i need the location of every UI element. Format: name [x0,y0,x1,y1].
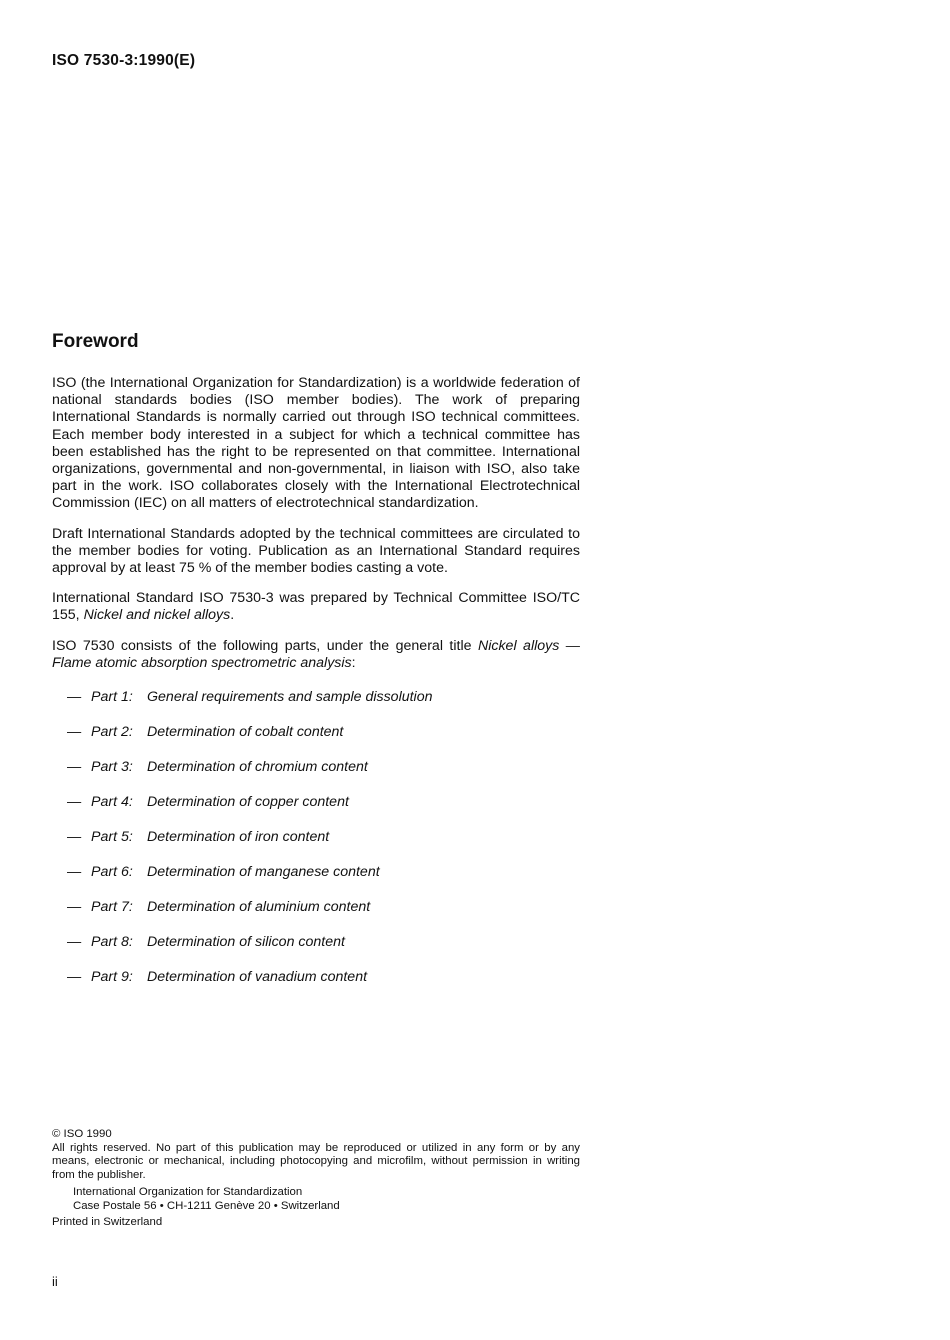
foreword-paragraph-iso: ISO (the International Organization for Standardization) is a worldwide federation of national standards bodies (ISO member bodies). The work of preparing International Standards is normally carried out through ISO technical committees. Each member body interested in a subject for which a technical committee has been established has the right to be represented on that committee. International organizations, governmental and non-governmental, in liaison with ISO, also take part in the work. ISO collaborates closely with the International Electrotechnical Commission (IEC) on all matters of electrotechnical standardization. [52,375,580,512]
list-item [52,899,580,934]
list-item [52,794,580,829]
dash-bullet: — [67,829,82,846]
part-title: Determination of silicon content [147,934,345,951]
part-title: Determination of copper content [147,794,349,811]
prepared-committee: Nickel and nickel alloys [83,607,231,624]
part-title: Determination of iron content [147,829,330,846]
foreword-paragraph-prepared [52,590,580,624]
part-number: Part 9: [91,969,133,986]
part-number: Part 4: [91,794,133,811]
part-title: Determination of aluminium content [147,899,371,916]
parts-list [52,689,580,1004]
dash-bullet: — [67,724,82,741]
part-title: Determination of chromium content [147,759,368,776]
part-number: Part 8: [91,934,133,951]
part-number: Part 1: [91,689,133,706]
list-item [52,689,580,724]
part-number: Part 3: [91,759,133,776]
dash-bullet: — [67,689,82,706]
publisher-address [52,1186,580,1213]
list-item [52,724,580,759]
list-item [52,864,580,899]
dash-bullet: — [67,969,82,986]
foreword-paragraph-parts-intro [52,638,580,672]
page-number: ii [52,1274,58,1289]
part-title: General requirements and sample dissolution [147,689,433,706]
part-number: Part 2: [91,724,133,741]
list-item [52,829,580,864]
list-item [52,969,580,1004]
publisher-org: International Organization for Standardization [73,1186,303,1198]
printed-in: Printed in Switzerland [52,1216,163,1228]
foreword-body [52,375,580,1004]
part-number: Part 6: [91,864,133,881]
parts-intro-prefix: ISO 7530 consists of the following parts, under the general title [52,637,478,654]
dash-bullet: — [67,934,82,951]
dash-bullet: — [67,864,82,881]
list-item [52,934,580,969]
copyright-line: © ISO 1990 [52,1128,112,1140]
dash-bullet: — [67,759,82,776]
part-number: Part 5: [91,829,133,846]
parts-intro-title: Nickel alloys — Flame atomic absorption spectrometric analysis [52,637,580,671]
document-id-header: ISO 7530-3:1990(E) [52,52,196,69]
prepared-prefix: International Standard ISO 7530-3 was prepared by Technical Committee ISO/TC 155, [52,590,580,624]
part-title: Determination of vanadium content [147,969,368,986]
part-title: Determination of manganese content [147,864,380,881]
copyright-block [52,1128,580,1230]
dash-bullet: — [67,794,82,811]
foreword-title: Foreword [52,331,139,352]
rights-notice: All rights reserved. No part of this publication may be reproduced or utilized in any form or by any means, electronic or mechanical, including photocopying and microfilm, without permission in writing from the publisher. [52,1141,580,1181]
list-item [52,759,580,794]
foreword-paragraph-voting: Draft International Standards adopted by the technical committees are circulated to the member bodies for voting. Publication as an International Standard requires approval by at least 75 % of the member bodies casting a vote. [52,525,580,577]
publisher-postal: Case Postale 56 • CH-1211 Genève 20 • Switzerland [73,1199,340,1212]
part-number: Part 7: [91,899,133,916]
prepared-suffix: . [230,607,235,624]
part-title: Determination of cobalt content [147,724,344,741]
dash-bullet: — [67,899,82,916]
parts-intro-suffix: : [351,654,356,671]
